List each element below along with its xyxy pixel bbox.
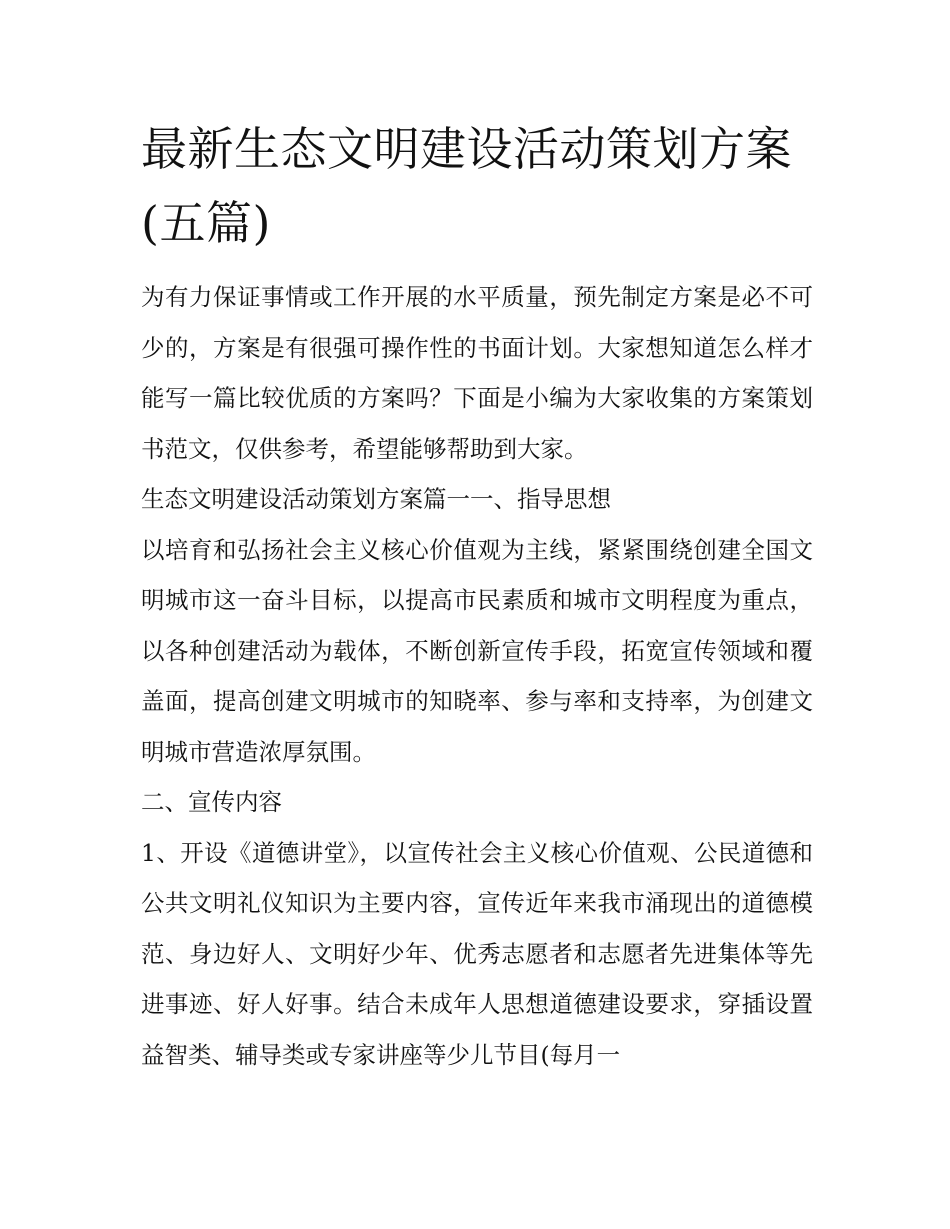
document-title: 最新生态文明建设活动策划方案(五篇) [141,122,792,250]
section-heading-publicity-content: 二、宣传内容 [141,788,282,816]
intro-paragraph: 为有力保证事情或工作开展的水平质量，预先制定方案是必不可少的，方案是有很强可操作性的书面计划。大家想知道怎么样才能写一篇比较优质的方案吗？下面是小编为大家收集的方案策划书范文，仅供参考，希望能够帮助到大家。 [141,283,813,463]
section-heading-guiding-ideology: 生态文明建设活动策划方案篇一一、指导思想 [141,485,611,513]
guiding-ideology-paragraph: 以培育和弘扬社会主义核心价值观为主线，紧紧围绕创建全国文明城市这一奋斗目标，以提高市民素质和城市文明程度为重点，以各种创建活动为载体，不断创新宣传手段，拓宽宣传领域和覆盖面，提高创建文明城市的知晓率、参与率和支持率，为创建文明城市营造浓厚氛围。 [141,535,813,766]
document-page [141,112,813,1080]
publicity-item-1-paragraph: 1、开设《道德讲堂》，以宣传社会主义核心价值观、公民道德和公共文明礼仪知识为主要内容，宣传近年来我市涌现出的道德模范、身边好人、文明好少年、优秀志愿者和志愿者先进集体等先进事迹、好人好事。结合未成年人思想道德建设要求，穿插设置益智类、辅导类或专家讲座等少儿节目(每月一 [141,838,813,1069]
